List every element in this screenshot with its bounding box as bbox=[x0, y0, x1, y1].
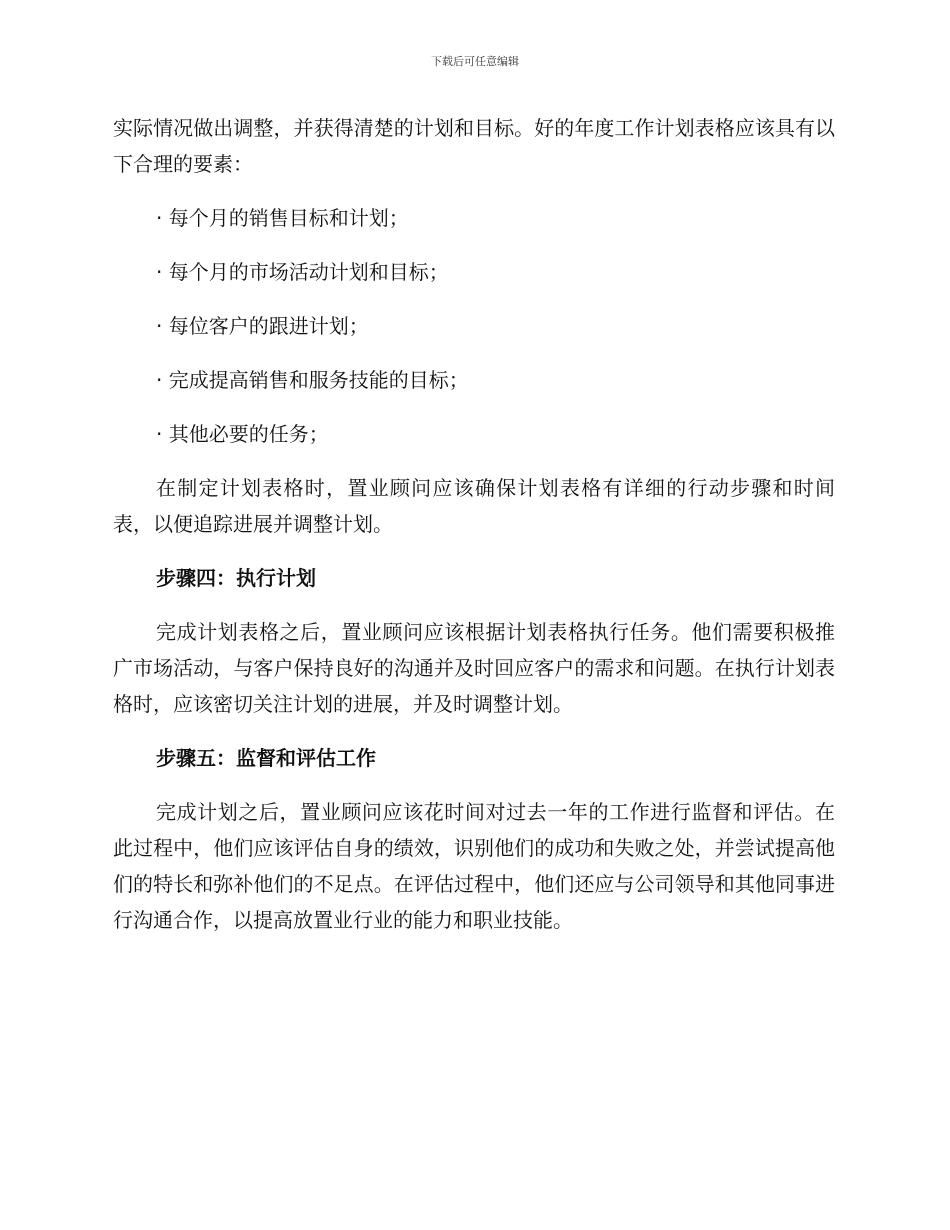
document-body bbox=[113, 110, 835, 956]
list-item: · 完成提高销售和服务技能的目标； bbox=[156, 368, 469, 392]
requirements-list bbox=[113, 200, 835, 452]
list-item: · 每位客户的跟进计划； bbox=[156, 314, 369, 338]
step5-paragraph: 完成计划之后，置业顾问应该花时间对过去一年的工作进行监督和评估。在此过程中，他们应该评估自身的绩效，识别他们的成功和失败之处，并尝试提高他们的特长和弥补他们的不足点。在评估过程中，他们还应与公司领导和其他同事进行沟通合作，以提高放置业行业的能力和职业技能。 bbox=[113, 800, 835, 932]
intro-paragraph: 实际情况做出调整，并获得清楚的计划和目标。好的年度工作计划表格应该具有以下合理的要素： bbox=[113, 116, 835, 176]
step5-heading: 步骤五：监督和评估工作 bbox=[156, 746, 376, 770]
header-note: 下载后可任意编辑 bbox=[431, 55, 519, 68]
list-item: · 其他必要的任务； bbox=[156, 422, 329, 446]
table-paragraph: 在制定计划表格时，置业顾问应该确保计划表格有详细的行动步骤和时间表，以便追踪进展并调整计划。 bbox=[113, 476, 835, 536]
list-item: · 每个月的销售目标和计划； bbox=[156, 206, 409, 230]
step4-paragraph: 完成计划表格之后，置业顾问应该根据计划表格执行任务。他们需要积极推广市场活动，与客户保持良好的沟通并及时回应客户的需求和问题。在执行计划表格时，应该密切关注计划的进展，并及时调整计划。 bbox=[113, 620, 835, 716]
list-item: · 每个月的市场活动计划和目标； bbox=[156, 260, 449, 284]
step4-heading: 步骤四：执行计划 bbox=[156, 566, 316, 590]
